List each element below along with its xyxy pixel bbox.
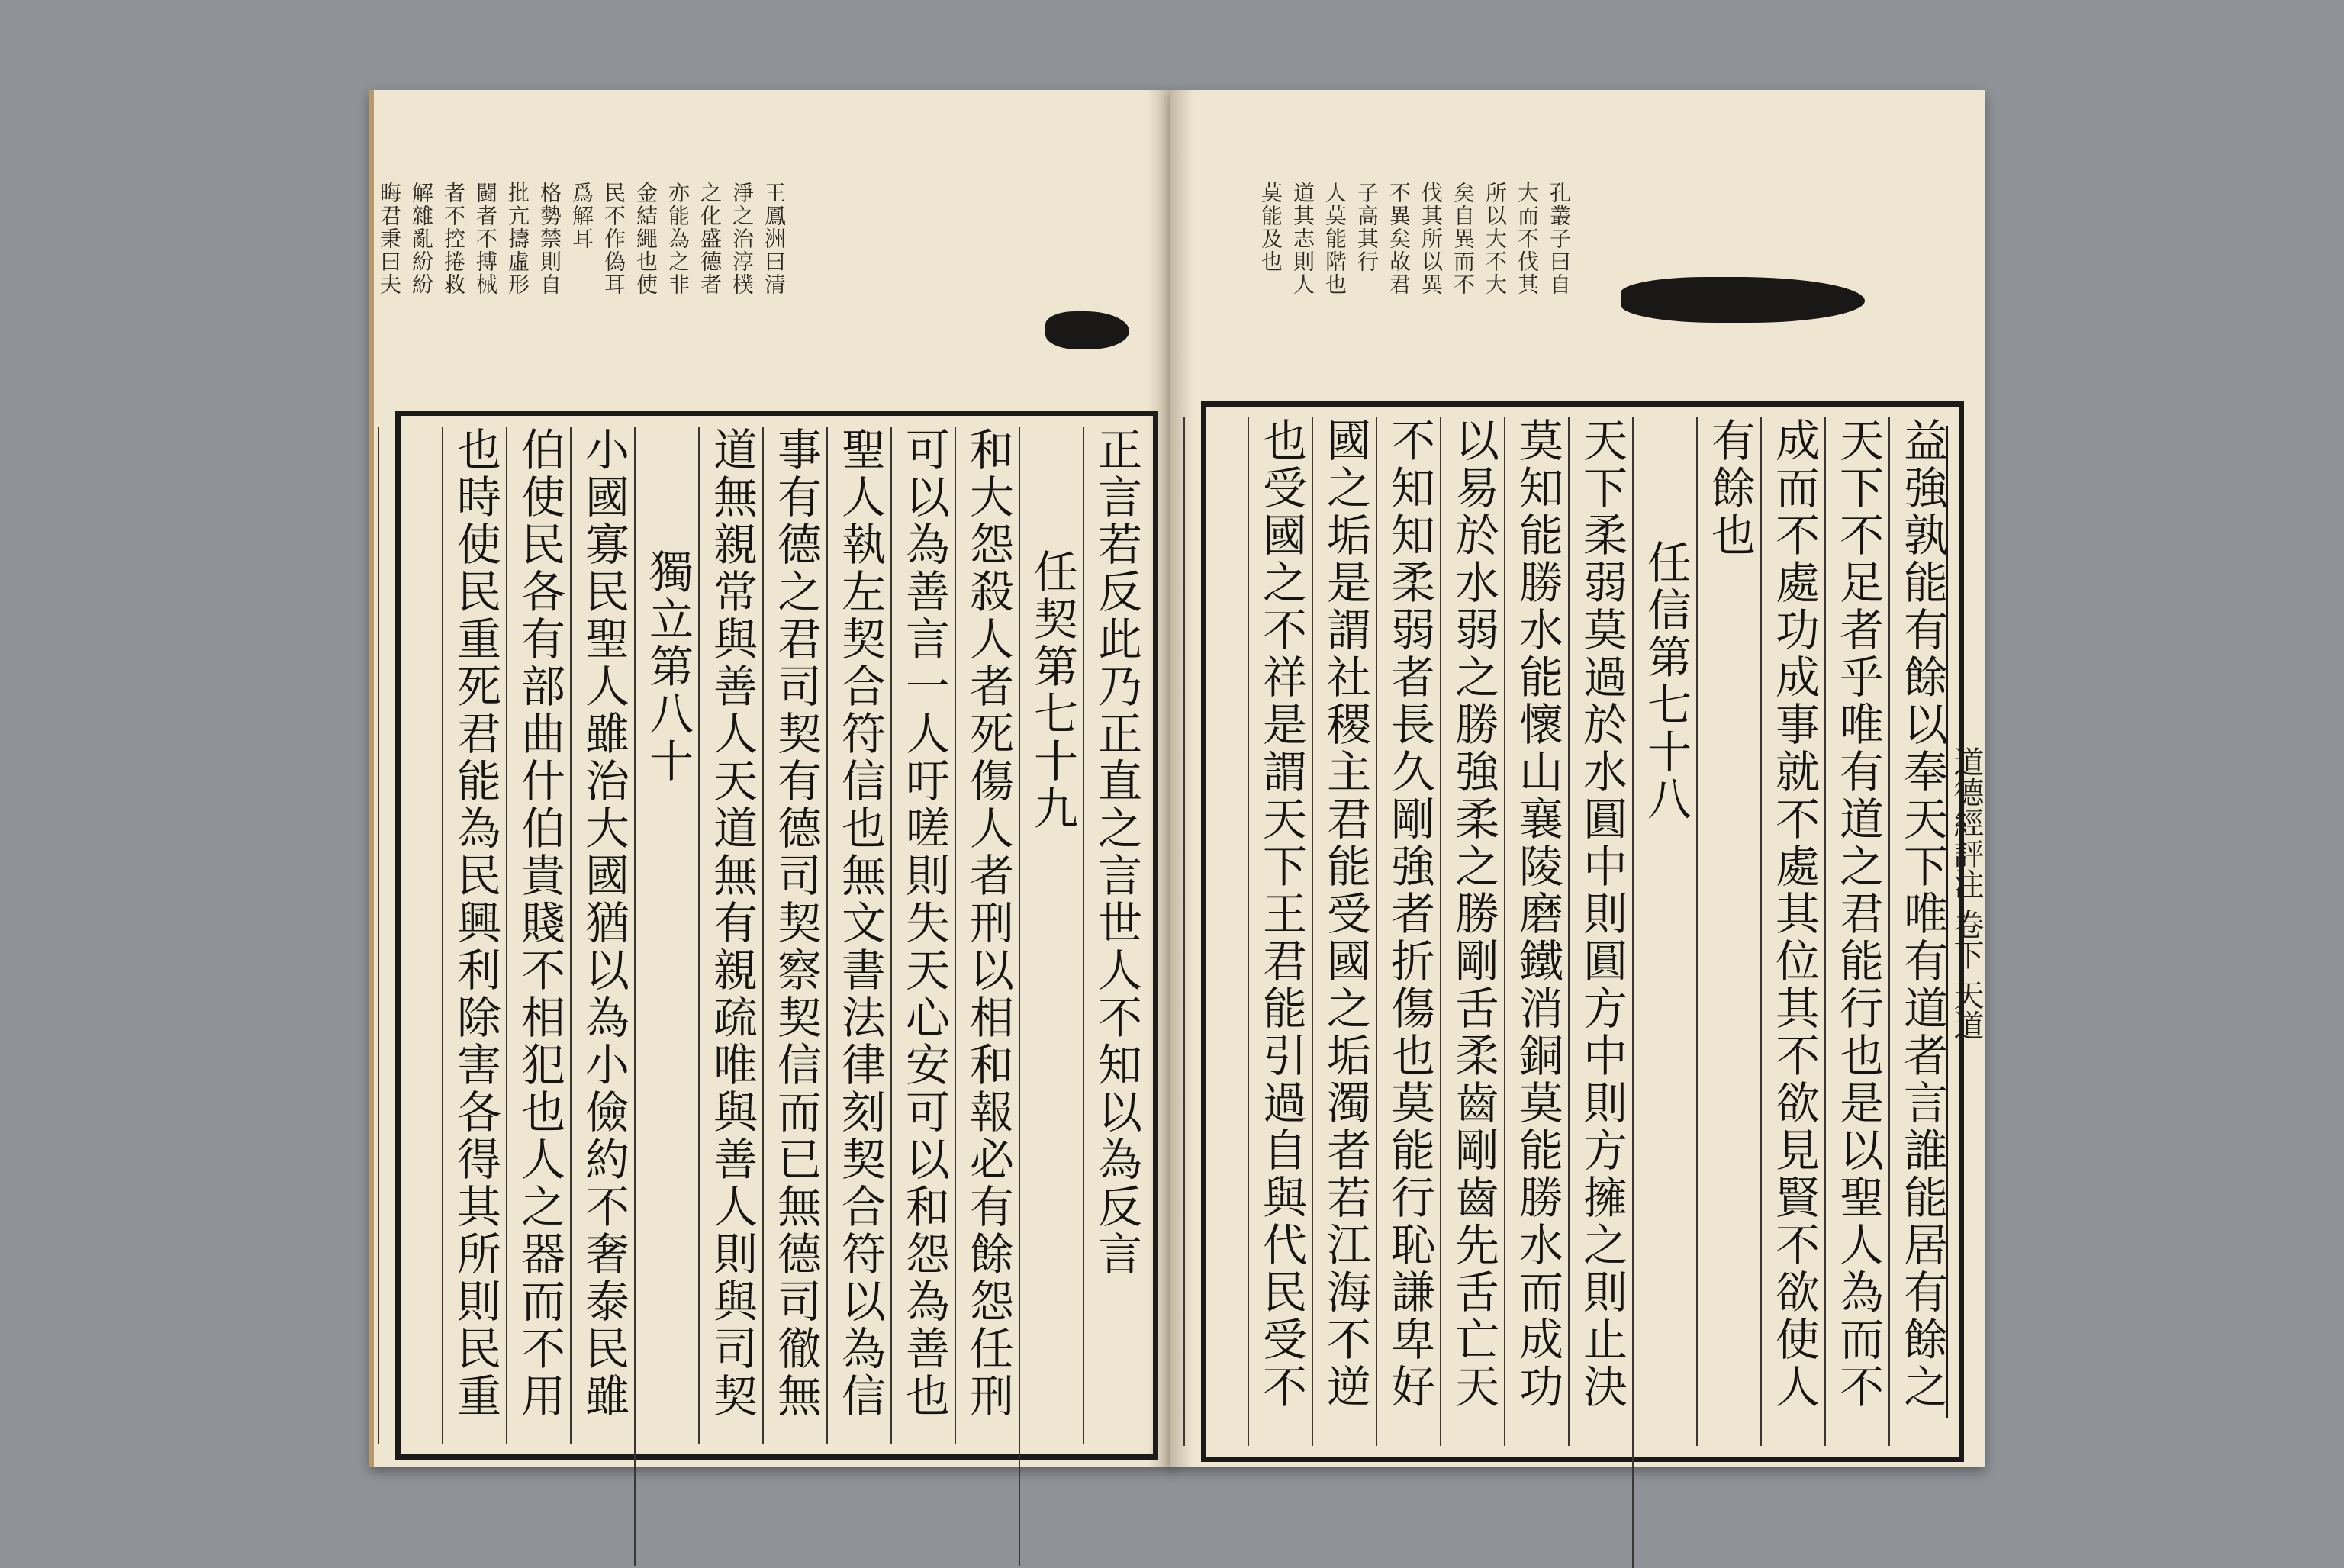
ink-blot	[1045, 311, 1129, 349]
text-column: 可以為善言一人吁嗟則失天心安可以和怨為善也	[890, 427, 955, 1444]
text-column: 正言若反此乃正直之言世人不知以為反言	[1083, 427, 1147, 1444]
commentary-line: 莫能及也	[1258, 182, 1283, 273]
right-text-frame	[1201, 401, 1964, 1462]
chapter-title: 任信第七十八	[1632, 417, 1696, 1568]
chapter-title: 獨立第八十	[634, 427, 698, 1566]
text-column: 天下柔弱莫過於水圓中則圓方中則方擁之則止決	[1568, 417, 1632, 1446]
commentary-line: 晦君秉曰夫	[377, 182, 402, 296]
open-book	[369, 90, 1985, 1467]
text-column: 以易於水弱之勝強柔之勝剛舌柔齒剛齒先舌亡天	[1440, 417, 1504, 1446]
text-column	[378, 427, 442, 1444]
commentary-line: 孔叢子曰自	[1547, 182, 1572, 296]
text-column: 聖人執左契合符信也無文書法律刻契合符以為信	[826, 427, 890, 1444]
commentary-line: 所以大不大	[1483, 182, 1508, 296]
commentary-line: 子高其行	[1354, 182, 1380, 273]
commentary-line: 大而不伐其	[1515, 182, 1540, 296]
commentary-line: 不異矣故君	[1386, 182, 1412, 296]
text-column: 事有德之君司契有德司契察契信而已無德司徹無	[762, 427, 826, 1444]
commentary-line: 道其志則人	[1290, 182, 1315, 296]
commentary-line: 者不控捲救	[441, 182, 466, 296]
text-column: 國之垢是謂社稷主君能受國之垢濁者若江海不逆	[1312, 417, 1376, 1446]
commentary-line: 批亢擣虛形	[505, 182, 530, 296]
commentary-line: 金結繩也使	[633, 182, 658, 296]
commentary-line: 之化盛德者	[697, 182, 723, 296]
commentary-line: 格勢禁則自	[537, 182, 562, 296]
commentary-line: 王鳳洲曰清	[761, 182, 787, 296]
chapter-title: 任契第七十九	[1019, 427, 1083, 1566]
text-column: 成而不處功成事就不處其位其不欲見賢不欲使人	[1760, 417, 1824, 1446]
text-column: 伯使民各有部曲什伯貴賤不相犯也人之器而不用	[506, 427, 570, 1444]
text-column: 不知知柔弱者長久剛強者折傷也莫能行恥謙卑好	[1376, 417, 1440, 1446]
text-column: 益強孰能有餘以奉天下唯有道者言誰能居有餘之	[1888, 417, 1953, 1446]
commentary-line: 伐其所以異	[1418, 182, 1444, 296]
commentary-line: 闘者不搏械	[473, 182, 498, 296]
text-column: 有餘也	[1696, 417, 1760, 1446]
page-band-label: 道德經評注 卷下 天道	[1946, 426, 1985, 1418]
left-page	[369, 90, 1175, 1467]
commentary-line: 矣自異而不	[1451, 182, 1476, 296]
text-column: 道無親常與善人天道無有親疏唯與善人則與司契	[698, 427, 762, 1444]
ink-blot	[1621, 277, 1865, 323]
left-text-frame	[395, 411, 1158, 1460]
text-column: 也時使民重死君能為民興利除害各得其所則民重	[442, 427, 506, 1444]
right-page	[1170, 90, 1985, 1467]
text-column: 小國寡民聖人雖治大國猶以為小儉約不奢泰民雖	[570, 427, 634, 1444]
text-column: 莫知能勝水能懷山襄陵磨鐵消銅莫能勝水而成功	[1504, 417, 1568, 1446]
text-column: 和大怨殺人者死傷人者刑以相和報必有餘怨任刑	[955, 427, 1019, 1444]
text-column	[1183, 417, 1248, 1446]
commentary-line: 民不作偽耳	[601, 182, 626, 296]
commentary-line: 亦能為之非	[665, 182, 691, 296]
text-column: 天下不足者乎唯有道之君能行也是以聖人為而不	[1824, 417, 1888, 1446]
text-column: 也受國之不祥是謂天下王君能引過自與代民受不	[1248, 417, 1312, 1446]
commentary-line: 人莫能階也	[1322, 182, 1347, 296]
commentary-line: 爲解耳	[569, 182, 594, 250]
commentary-line: 解雜亂紛紛	[409, 182, 434, 296]
commentary-line: 淨之治淳樸	[729, 182, 755, 296]
